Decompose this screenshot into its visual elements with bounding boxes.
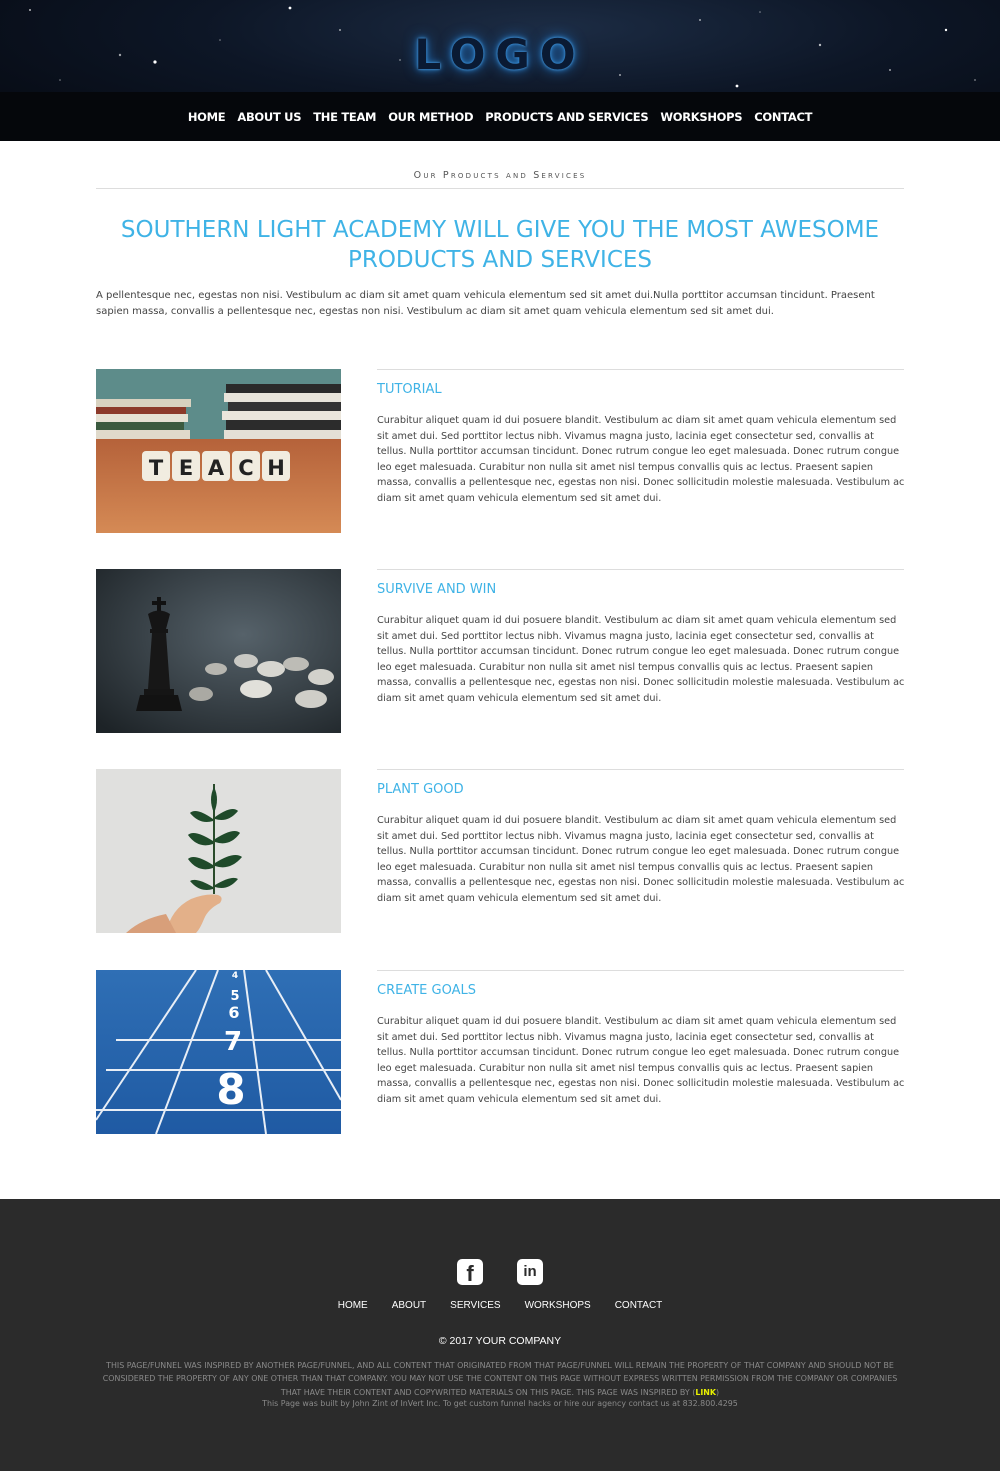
footer-nav-home[interactable]: HOME — [337, 1300, 368, 1311]
track-number: 4 — [231, 971, 239, 981]
service-text-survive-and-win: Curabitur aliquet quam id dui posuere blandit. Vestibulum ac diam sit amet quam vehicula elementum sed sit amet dui. Sed porttitor lectus nibh. Vivamus magna justo, lacinia eget consectetur sed, convallis at tellus. Nulla porttitor accumsan tincidunt. Donec rutrum congue leo eget malesuada. Donec rutrum congue leo eget malesuada. Curabitur non nulla sit amet nisl tempus convallis quis ac lectus. Praesent sapien massa, convallis a pellentesque nec, egestas non nisi. Donec sollicitudin molestie malesuada. Vestibulum ac diam sit amet quam vehicula elementum sed sit amet dui. — [377, 615, 905, 704]
track-number: 6 — [228, 1003, 240, 1022]
teach-letter: T — [148, 456, 164, 480]
section-divider — [96, 188, 904, 189]
service-text-plant-good: Curabitur aliquet quam id dui posuere blandit. Vestibulum ac diam sit amet quam vehicula elementum sed sit amet dui. Sed porttitor lectus nibh. Vivamus magna justo, lacinia eget consectetur sed, convallis at tellus. Nulla porttitor accumsan tincidunt. Donec rutrum congue leo eget malesuada. Donec rutrum congue leo eget malesuada. Curabitur non nulla sit amet nisl tempus convallis quis ac lectus. Praesent sapien massa, convallis a pellentesque nec, egestas non nisi. Donec sollicitudin molestie malesuada. Vestibulum ac diam sit amet quam vehicula elementum sed sit amet dui. — [377, 815, 905, 904]
nav-workshops[interactable]: WORKSHOPS — [660, 109, 743, 124]
facebook-icon[interactable]: f — [457, 1259, 483, 1285]
teach-letter: E — [178, 456, 194, 480]
nav-our-method[interactable]: OUR METHOD — [388, 109, 474, 124]
service-title-create-goals: CREATE GOALS — [377, 983, 476, 998]
plant-good-image — [96, 769, 341, 933]
nav-the-team[interactable]: THE TEAM — [313, 109, 377, 124]
footer-nav-about[interactable]: ABOUT — [391, 1300, 427, 1311]
footer-nav-contact[interactable]: CONTACT — [614, 1300, 663, 1311]
page-headline: SOUTHERN LIGHT ACADEMY WILL GIVE YOU THE MOST AWESOME PRODUCTS AND SERVICES — [120, 217, 880, 273]
main-navigation — [0, 92, 1000, 141]
track-number: 7 — [223, 1027, 243, 1057]
inspired-by-link[interactable]: LINK — [695, 1387, 717, 1397]
nav-products-and-services[interactable]: PRODUCTS AND SERVICES — [485, 109, 649, 124]
footer-navigation — [0, 1300, 1000, 1311]
service-text-tutorial: Curabitur aliquet quam id dui posuere blandit. Vestibulum ac diam sit amet quam vehicula elementum sed sit amet dui. Sed porttitor lectus nibh. Vivamus magna justo, lacinia eget consectetur sed, convallis at tellus. Nulla porttitor accumsan tincidunt. Donec rutrum congue leo eget malesuada. Donec rutrum congue leo eget malesuada. Curabitur non nulla sit amet nisl tempus convallis quis ac lectus. Praesent sapien massa, convallis a pellentesque nec, egestas non nisi. Donec sollicitudin molestie malesuada. Vestibulum ac diam sit amet quam vehicula elementum sed sit amet dui. — [377, 415, 905, 504]
nav-about-us[interactable]: ABOUT US — [237, 109, 302, 124]
track-number: 5 — [230, 989, 240, 1004]
footer-nav-workshops[interactable]: WORKSHOPS — [524, 1300, 591, 1311]
teach-letter: A — [207, 456, 225, 480]
site-header — [0, 0, 1000, 141]
service-text-create-goals: Curabitur aliquet quam id dui posuere blandit. Vestibulum ac diam sit amet quam vehicula elementum sed sit amet dui. Sed porttitor lectus nibh. Vivamus magna justo, lacinia eget consectetur sed, convallis at tellus. Nulla porttitor accumsan tincidunt. Donec rutrum congue leo eget malesuada. Donec rutrum congue leo eget malesuada. Curabitur non nulla sit amet nisl tempus convallis quis ac lectus. Praesent sapien massa, convallis a pellentesque nec, egestas non nisi. Donec sollicitudin molestie malesuada. Vestibulum ac diam sit amet quam vehicula elementum sed sit amet dui. — [377, 1016, 905, 1105]
footer-nav-services[interactable]: SERVICES — [450, 1300, 501, 1311]
survive-and-win-image — [96, 569, 341, 733]
copyright-text: © 2017 YOUR COMPANY — [438, 1335, 562, 1347]
service-divider — [377, 970, 904, 971]
teach-letter: H — [267, 456, 285, 480]
disclaimer-body: THIS PAGE/FUNNEL WAS INSPIRED BY ANOTHER PAGE/FUNNEL, AND ALL CONTENT THAT ORIGINATED FROM THAT PAGE/FUNNEL WILL REMAIN THE PROPERTY OF THAT COMPANY AND SHOULD NOT BE CONSIDERED THE PROPERTY OF ANY ONE OTHER THAN THAT COMPANY. YOU MAY NOT USE THE CONTENT ON THIS PAGE WITHOUT EXPRESS WRITTEN PERMISSION FROM THE COMPANY OR COMPANIES THAT HAVE THEIR CONTENT AND COPYWRITED MATERIALS ON THIS PAGE. THIS PAGE WAS INSPIRED BY ( — [102, 1361, 898, 1397]
teach-letter: C — [238, 456, 254, 480]
section-subtitle: Our Products and Services — [413, 170, 587, 181]
service-divider — [377, 569, 904, 570]
teach-letter-blocks — [142, 451, 290, 481]
track-number: 8 — [216, 1065, 246, 1114]
service-title-survive-and-win: SURVIVE AND WIN — [377, 582, 497, 597]
nav-contact[interactable]: CONTACT — [754, 109, 813, 124]
site-logo[interactable]: LOGO — [414, 30, 586, 79]
disclaimer-text — [96, 1359, 904, 1399]
linkedin-icon[interactable]: in — [517, 1259, 543, 1285]
site-footer — [0, 1199, 1000, 1471]
service-divider — [377, 369, 904, 370]
service-divider — [377, 769, 904, 770]
nav-home[interactable]: HOME — [187, 109, 226, 124]
built-by-text: This Page was built by John Zint of InVert Inc. To get custom funnel hacks or hire our agency contact us at 832.800.4295 — [262, 1399, 738, 1408]
create-goals-image — [96, 970, 341, 1134]
service-title-tutorial: TUTORIAL — [377, 382, 442, 397]
disclaimer-end: ) — [716, 1387, 720, 1397]
tutorial-image — [96, 369, 341, 533]
intro-paragraph: A pellentesque nec, egestas non nisi. Vestibulum ac diam sit amet quam vehicula elementum sed sit amet dui.Nulla porttitor accumsan tincidunt. Praesent sapien massa, convallis a pellentesque nec, egestas non nisi. Vestibulum ac diam sit amet quam vehicula elementum sed sit amet dui. — [96, 290, 875, 317]
service-title-plant-good: PLANT GOOD — [377, 782, 464, 797]
